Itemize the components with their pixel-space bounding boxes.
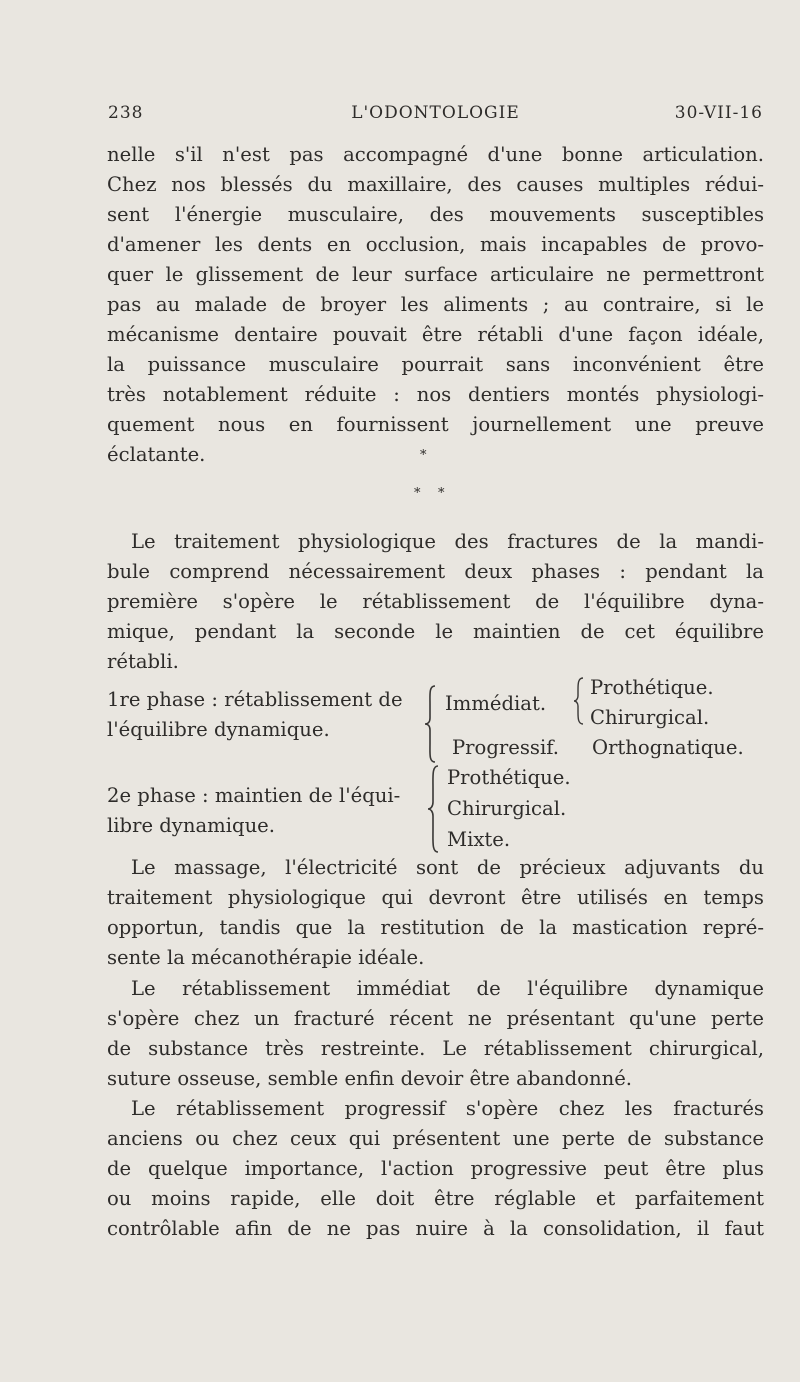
orthognatique-label: Orthognatique. — [592, 736, 744, 759]
separator-star: * — [438, 486, 445, 501]
page-number: 238 — [108, 103, 144, 123]
phase-2-item: Chirurgical. — [447, 797, 567, 820]
text-line: première s'opère le rétablissement de l'équilibre dyna- — [107, 590, 764, 613]
progressif-label: Progressif. — [452, 736, 560, 759]
text-line: bule comprend nécessairement deux phases : pendant la — [107, 560, 764, 583]
section-separator — [400, 440, 470, 510]
text-line: s'opère chez un fracturé récent ne présentant qu'une perte — [107, 1007, 764, 1030]
text-line: traitement physiologique qui devront être utilisés en temps — [107, 886, 764, 909]
text-line: mique, pendant la seconde le maintien de cet équilibre — [107, 620, 764, 643]
text-line: pas au malade de broyer les aliments ; au contraire, si le — [107, 293, 764, 316]
text-line: suture osseuse, semble enfin devoir être abandonné. — [107, 1067, 633, 1090]
brace-phase-1 — [423, 684, 439, 764]
prothetique-label: Prothétique. — [590, 676, 714, 699]
text-line: Le traitement physiologique des fractures de la mandi- — [131, 530, 764, 553]
phase-2-item: Mixte. — [447, 828, 511, 851]
phase-1-label-line2: l'équilibre dynamique. — [107, 718, 330, 741]
text-line: Le massage, l'électricité sont de précieux adjuvants du — [131, 856, 764, 879]
phase-2-label-line1: 2e phase : maintien de l'équi- — [107, 784, 401, 807]
text-line: très notablement réduite : nos dentiers montés physiologi- — [107, 383, 764, 406]
paragraph-5 — [107, 1094, 764, 1244]
paragraph-2 — [107, 527, 764, 677]
issue-date: 30-VII-16 — [674, 103, 763, 123]
text-line: Le rétablissement immédiat de l'équilibre dynamique — [131, 977, 764, 1000]
text-line: anciens ou chez ceux qui présentent une perte de substance — [107, 1127, 764, 1150]
phase-1-label-line1: 1re phase : rétablissement de — [107, 688, 403, 711]
journal-title: L'ODONTOLOGIE — [351, 103, 520, 123]
text-line: Le rétablissement progressif s'opère chez les fracturés — [131, 1097, 764, 1120]
immediat-label: Immédiat. — [445, 692, 547, 715]
separator-star: * — [420, 448, 427, 463]
text-line: d'amener les dents en occlusion, mais incapables de provo- — [107, 233, 764, 256]
text-line: ou moins rapide, elle doit être réglable et parfaitement — [107, 1187, 764, 1210]
text-line: sente la mécanothérapie idéale. — [107, 946, 425, 969]
text-line: quer le glissement de leur surface articulaire ne permettront — [107, 263, 764, 286]
text-line: quement nous en fournissent journellement une preuve — [107, 413, 764, 436]
paragraph-1 — [107, 140, 764, 470]
separator-star: * — [414, 486, 421, 501]
brace-immediat — [572, 676, 586, 726]
running-header — [108, 103, 763, 127]
text-line: de quelque importance, l'action progressive peut être plus — [107, 1157, 764, 1180]
text-line: la puissance musculaire pourrait sans inconvénient être — [107, 353, 764, 376]
text-line: nelle s'il n'est pas accompagné d'une bonne articulation. — [107, 143, 764, 166]
chirurgical-label: Chirurgical. — [590, 706, 710, 729]
text-line: Chez nos blessés du maxillaire, des causes multiples rédui- — [107, 173, 764, 196]
text-line: éclatante. — [107, 443, 206, 466]
text-line: mécanisme dentaire pouvait être rétabli d'une façon idéale, — [107, 323, 764, 346]
text-line: sent l'énergie musculaire, des mouvements susceptibles — [107, 203, 764, 226]
text-line: contrôlable afin de ne pas nuire à la consolidation, il faut — [107, 1217, 764, 1240]
paragraph-4 — [107, 974, 764, 1094]
phase-2-label-line2: libre dynamique. — [107, 814, 276, 837]
text-line: rétabli. — [107, 650, 179, 673]
paragraph-3 — [107, 853, 764, 973]
phase-2-item: Prothétique. — [447, 766, 571, 789]
text-line: opportun, tandis que la restitution de la mastication repré- — [107, 916, 764, 939]
text-line: de substance très restreinte. Le rétablissement chirurgical, — [107, 1037, 764, 1060]
brace-phase-2 — [426, 764, 442, 854]
